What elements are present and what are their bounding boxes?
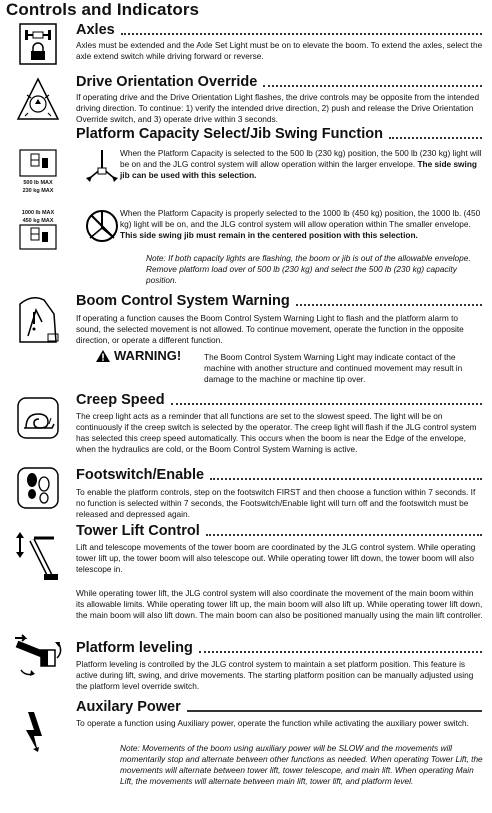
drive-text: If operating drive and the Drive Orientation Light flashes, the drive controls may be opposite from the intended driving direction. To continue: 1) verify the intended drive direction, 2) push and release the Drive Orientation Override switch, and 3) operate drive within 3 seconds.: [76, 92, 480, 124]
leveling-text: Platform leveling is controlled by the JLG control system to maintain a set platform position. This feature is active during lift, swing, and drive movements. The starting platform position can be manually adjusted using the platform level override switch.: [76, 659, 474, 691]
capacity-note: Note: If both capacity lights are flashing, the boom or jib is out of the allowable envelope. Remove platform load over of 500 lb (230 kg) and select the 500 lb (230 kg) capacity position.: [146, 253, 471, 285]
creep-text: The creep light acts as a reminder that all functions are set to the slowest speed. The light will be on continuously if the creep switch is selected by the operator. The creep light will flash if the JLG control system has selected this creep speed automatically. This occurs when the boom is near the Edge of the envelope, when the hydraulics are cold, or the Boom Control System Warning is active.: [76, 411, 477, 454]
platform-leveling-icon: [8, 632, 68, 680]
jib-swing-prohibited-icon: [82, 206, 122, 251]
boom-text: If operating a function causes the Boom Control System Warning Light to flash and the platform alarm to sound, the selected movement is not allowed. To continue movement, operate the function in the opposite direction, or operate a different function.: [76, 313, 464, 345]
drive-orientation-icon: [8, 76, 68, 122]
axles-heading: Axles: [76, 22, 482, 38]
capacity-500lb-icon: [8, 148, 68, 194]
capacity-500lb-label-2: 230 kg MAX: [22, 188, 54, 194]
capacity-500lb-text: When the Platform Capacity is selected to the 500 lb (230 kg) position, the 500 lb (230 kg) light will be on and the JLG control system will allow operation within the larger envelope. The side swing jib can be used with this selection.: [120, 148, 482, 180]
tower-heading: Tower Lift Control: [76, 523, 482, 539]
capacity-heading: Platform Capacity Select/Jib Swing Function: [76, 126, 482, 142]
footswitch-icon: [8, 466, 68, 510]
capacity-1000lb-text: When the Platform Capacity is properly selected to the 1000 lb (450 kg) position, the 1000 lb. (450 kg) light will be on, and the JLG control system will allow operation within The smaller envelope. This side swing jib must remain in the centered position with this selection.: [120, 208, 481, 240]
lightning-bolt-icon: [8, 708, 68, 756]
capacity-1000lb-icon: [8, 208, 68, 250]
creep-snail-icon: [8, 396, 68, 440]
boom-heading: Boom Control System Warning: [76, 293, 482, 309]
leveling-heading: Platform leveling: [76, 640, 482, 656]
aux-heading: Auxilary Power: [76, 699, 482, 715]
aux-note: Note: Movements of the boom using auxiliary power will be SLOW and the movements will momentarily stop and alternate between other functions as needed. When operating Tower Lift, the movements will alternate between tower lift, tower telescope, and main lift. When operating Main Lift, the movements will alternate between main lift, tower lift, and platform level.: [120, 743, 483, 786]
axles-text: Axles must be extended and the Axle Set Light must be on to elevate the boom. To extend the axles, select the axle extend switch while driving forward or reverse.: [76, 40, 483, 61]
footswitch-heading: Footswitch/Enable: [76, 467, 482, 483]
warning-triangle-icon: [96, 350, 110, 362]
tower-text-1: Lift and telescope movements of the tower boom are coordinated by the JLG control system. While operating tower lift up, the tower boom will also telescope out. While operating tower lift down, the tower boom will also telescope in.: [76, 542, 476, 574]
creep-heading: Creep Speed: [76, 392, 482, 408]
footswitch-text: To enable the platform controls, step on the footswitch FIRST and then choose a function within 7 seconds. If no function is selected within 7 seconds, the Footswitch/Enable light will turn off and the footswitch must be released and depressed again.: [76, 487, 476, 519]
axle-lock-icon: [8, 22, 68, 66]
warning-text: The Boom Control System Warning Light may indicate contact of the machine with another structure and continued movement may result in damage to the machine or machine tip over.: [204, 352, 463, 384]
jib-swing-icon: [84, 148, 120, 189]
warning-label: WARNING!: [96, 350, 181, 362]
capacity-500lb-label-1: 500 lb MAX: [23, 180, 53, 186]
capacity-1000lb-label-1: 1000 lb MAX: [21, 210, 55, 216]
tower-lift-icon: [8, 528, 68, 584]
page-title: Controls and Indicators: [6, 0, 200, 19]
capacity-1000lb-label-2: 450 kg MAX: [22, 218, 54, 224]
tower-text-2: While operating tower lift, the JLG control system will also coordinate the movement of the main boom within its allowable limits. While operating tower lift up, the main boom will also lift up. While operating tower lift down, the main boom will also lift down. The main boom can also be positioned manually using the main lift controller.: [76, 588, 483, 620]
aux-text: To operate a function using Auxiliary power, operate the function while activating the auxiliary power switch.: [76, 718, 469, 728]
boom-warning-icon: [8, 292, 68, 346]
drive-heading: Drive Orientation Override: [76, 74, 482, 90]
